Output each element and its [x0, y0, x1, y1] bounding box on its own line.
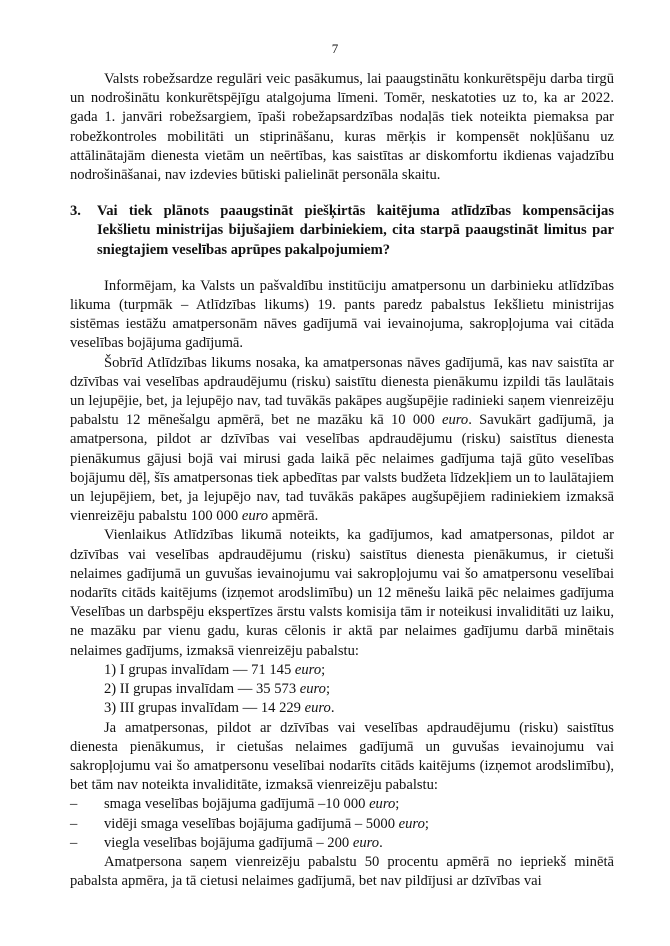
page-number: 7 — [331, 41, 339, 56]
dash-bullet: – — [70, 815, 78, 832]
list-item: 3) III grupas invalīdam — 14 229 euro. — [104, 700, 335, 717]
section-number: 3. — [70, 203, 81, 220]
injury-list — [70, 795, 614, 853]
euro-word: euro — [398, 815, 425, 832]
euro-word: euro — [352, 834, 380, 851]
paragraph-half-benefit: Amatpersona saņem vienreizēju pabalstu 50 procentu apmērā no iepriekš minētā pabalsta apmēra, ja tā cietusi nelaimes gadījumā, bet nav pildījusi ar dzīvības vai — [70, 853, 614, 890]
paragraph-no-invalidity: Ja amatpersonas, pildot ar dzīvības vai veselības apdraudējumu (risku) saistītus dienesta pienākumus, ir cietušas nelaimes gadījumā un guvušas ievainojumu vai sakropļojumu vai šo amatpersonu veselībai nodarīts citāds kaitējums (izņemot arodslimību), bet tām nav noteikta invaliditāte, izmaksā vienreizēju pabalstu: — [70, 719, 614, 794]
document-body — [70, 70, 614, 891]
death-benefit-text-a: Šobrīd Atlīdzības likums nosaka, ka amatpersonas nāves gadījumā, kas nav saistīta ar dzīvības vai veselības apdraudējumu (risku) saistītu dienesta pienākumu izpildi tās laulātais un lejupējie, bet, ja lejupējo nav, tad tuvākās pakāpes augšupējie radinieki saņem vienreizēju pabalstu 12 mēnešalgu apmērā, bet ne mazāku kā 10 000 — [70, 354, 614, 429]
invalidity-list — [70, 661, 614, 719]
paragraph-invalidity-benefit: Vienlaikus Atlīdzības likumā noteikts, ka gadījumos, kad amatpersonas, pildot ar dzīvības vai veselības apdraudējumu (risku) saistītus dienesta pienākumus, ir cietuši nelaimes gadījumā un guvušas ievainojumu vai sakropļojumu vai šo amatpersonu veselībai nodarīts citāds kaitējums (izņemot arodslimību) un 12 mēnešu laikā pēc nelaimes gadījuma Veselības un darbspēju ekspertīzes ārstu valsts komisija tām ir noteikusi invaliditāti uz laiku, ne mazāku par vienu gadu, kuras cēlonis ir aktā par nelaimes gadījumu darbā minētais nelaimes gadījums, izmaksā vienreizēju pabalstu: — [70, 527, 614, 659]
euro-word: euro — [299, 681, 326, 698]
paragraph-death-benefit — [70, 354, 614, 527]
euro-word: euro — [294, 661, 322, 678]
dash-bullet: – — [70, 834, 78, 851]
euro-word: euro — [241, 508, 269, 525]
list-item: 1) I grupas invalīdam — 71 145 euro; — [104, 661, 326, 678]
paragraph-remuneration-law: Informējam, ka Valsts un pašvaldību institūciju amatpersonu un darbinieku atlīdzības likuma (turpmāk – Atlīdzības likums) 19. pants paredz pabalstus Iekšlietu ministrijas sistēmas iestāžu amatpersonām nāves gadījumā vai ievainojuma, sakropļojuma vai citāda veselības bojājuma gadījumā. — [70, 277, 614, 352]
euro-word: euro — [304, 700, 331, 717]
list-item: – smaga veselības bojājuma gadījumā –10 000 euro; — [70, 795, 614, 814]
dash-bullet: – — [70, 796, 78, 813]
euro-word: euro — [369, 796, 396, 813]
list-item: – vidēji smaga veselības bojājuma gadījumā – 5000 euro; — [70, 815, 614, 834]
death-benefit-text-b: . Savukārt gadījumā, ja amatpersona, pildot ar dzīvības vai veselības apdraudējumu (risku) saistītus dienesta pienākumus gājusi bojā vai mirusi gada laikā pēc nelaimes gadījuma tajā gūto veselības bojājumu dēļ, šīs amatpersonas tiek apbedītas par valsts budžeta līdzekļiem un to laulātajiem un lejupējiem, bet, ja lejupējo nav, tad tuvākās pakāpes augšupējiem radiniekiem izmaksā vienreizēju pabalstu 100 000 — [70, 412, 614, 525]
section-question: Vai tiek plānots paaugstināt piešķirtās kaitējuma atlīdzības kompensācijas Iekšlietu ministrijas bijušajiem darbiniekiem, cita starpā paaugstināt limitus par sniegtajiem veselības aprūpes pakalpojumiem? — [97, 203, 614, 258]
euro-word: euro — [442, 412, 469, 429]
death-benefit-text-c: apmērā. — [268, 508, 319, 525]
list-item: – viegla veselības bojājuma gadījumā – 200 euro. — [70, 834, 614, 853]
section-heading — [70, 202, 614, 260]
paragraph-border-guard-competitiveness: Valsts robežsardze regulāri veic pasākumus, lai paaugstinātu konkurētspēju darba tirgū un nodrošinātu konkurētspējīgu atalgojuma līmeni. Tomēr, neskatoties uz to, ka ar 2022. gada 1. janvāri robežsargiem, īpaši robežapsardzības nodaļās tiek noteikta piemaksa par robežkontroles mobilitāti un stiprināšanu, kuras mērķis ir kompensēt nokļūšanu uz attālinātajām dienesta vietām un neērtības, kas saistītas ar diskomfortu ikdienas vajadzību nodrošināšanai, nav izdevies būtiski palielināt personāla skaitu. — [70, 71, 614, 184]
list-item: 2) II grupas invalīdam — 35 573 euro; — [104, 681, 331, 698]
